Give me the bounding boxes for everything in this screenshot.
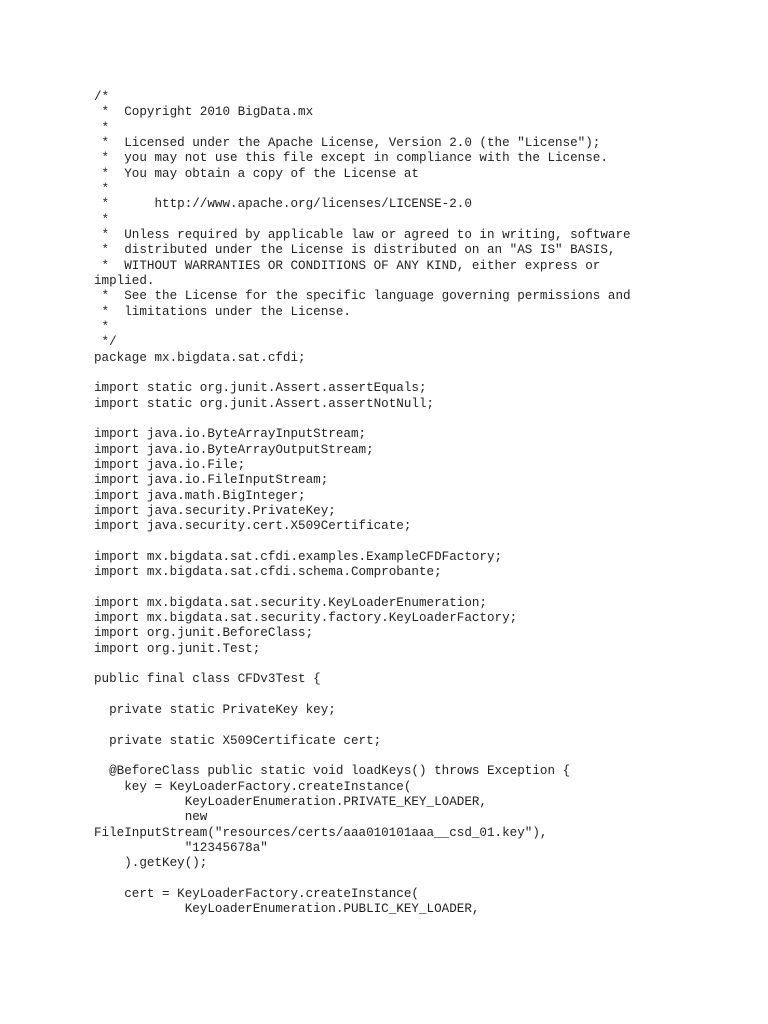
code-line: * distributed under the License is distributed on an "AS IS" BASIS, — [94, 243, 616, 258]
code-line: import mx.bigdata.sat.cfdi.examples.ExampleCFDFactory; — [94, 549, 503, 564]
code-line: @BeforeClass public static void loadKeys() throws Exception { — [94, 764, 571, 779]
code-line — [94, 688, 754, 703]
source-code-listing — [94, 90, 754, 918]
code-line: key = KeyLoaderFactory.createInstance( — [94, 779, 412, 794]
code-line: * Licensed under the Apache License, Version 2.0 (the "License"); — [94, 135, 601, 150]
code-line — [94, 657, 754, 672]
code-line: private static PrivateKey key; — [94, 703, 336, 718]
code-line — [94, 718, 754, 733]
code-line: "12345678a" — [94, 841, 268, 856]
code-line — [94, 535, 754, 550]
code-line: * — [94, 319, 110, 334]
code-line: import mx.bigdata.sat.security.factory.KeyLoaderFactory; — [94, 611, 518, 626]
code-line: import java.security.PrivateKey; — [94, 503, 336, 518]
code-line: cert = KeyLoaderFactory.createInstance( — [94, 887, 419, 902]
code-line — [94, 749, 754, 764]
code-line: FileInputStream("resources/certs/aaa010101aaa__csd_01.key"), — [94, 825, 548, 840]
code-line: * http://www.apache.org/licenses/LICENSE-2.0 — [94, 197, 472, 212]
code-line: ).getKey(); — [94, 856, 208, 871]
code-line: * Unless required by applicable law or agreed to in writing, software — [94, 227, 631, 242]
code-line — [94, 872, 754, 887]
code-line: package mx.bigdata.sat.cfdi; — [94, 350, 306, 365]
code-line: import org.junit.BeforeClass; — [94, 626, 314, 641]
code-line: import java.io.ByteArrayOutputStream; — [94, 442, 374, 457]
code-line: public final class CFDv3Test { — [94, 672, 321, 687]
code-line: * See the License for the specific language governing permissions and — [94, 289, 631, 304]
code-line — [94, 581, 754, 596]
code-line: * limitations under the License. — [94, 304, 351, 319]
code-line: * — [94, 212, 110, 227]
code-line: import java.io.File; — [94, 457, 246, 472]
code-line: import java.io.FileInputStream; — [94, 473, 329, 488]
code-line: import static org.junit.Assert.assertNotNull; — [94, 396, 435, 411]
code-line: import java.security.cert.X509Certificate; — [94, 519, 412, 534]
code-line: import mx.bigdata.sat.security.KeyLoaderEnumeration; — [94, 595, 487, 610]
code-line: * — [94, 120, 110, 135]
code-line: implied. — [94, 273, 155, 288]
code-line: * you may not use this file except in compliance with the License. — [94, 151, 608, 166]
code-line: import static org.junit.Assert.assertEquals; — [94, 381, 427, 396]
code-line: KeyLoaderEnumeration.PRIVATE_KEY_LOADER, — [94, 795, 487, 810]
code-line: * WITHOUT WARRANTIES OR CONDITIONS OF ANY KIND, either express or — [94, 258, 601, 273]
code-line: KeyLoaderEnumeration.PUBLIC_KEY_LOADER, — [94, 902, 480, 917]
code-line — [94, 412, 754, 427]
code-line: * Copyright 2010 BigData.mx — [94, 105, 314, 120]
code-line: * You may obtain a copy of the License at — [94, 166, 419, 181]
code-line: /* — [94, 90, 110, 104]
code-line: import org.junit.Test; — [94, 641, 261, 656]
code-line: private static X509Certificate cert; — [94, 733, 382, 748]
code-line — [94, 366, 754, 381]
code-line: * — [94, 181, 110, 196]
code-line: import mx.bigdata.sat.cfdi.schema.Comprobante; — [94, 565, 442, 580]
code-line: */ — [94, 335, 117, 350]
code-line: new — [94, 810, 208, 825]
code-line: import java.io.ByteArrayInputStream; — [94, 427, 367, 442]
code-line: import java.math.BigInteger; — [94, 488, 306, 503]
